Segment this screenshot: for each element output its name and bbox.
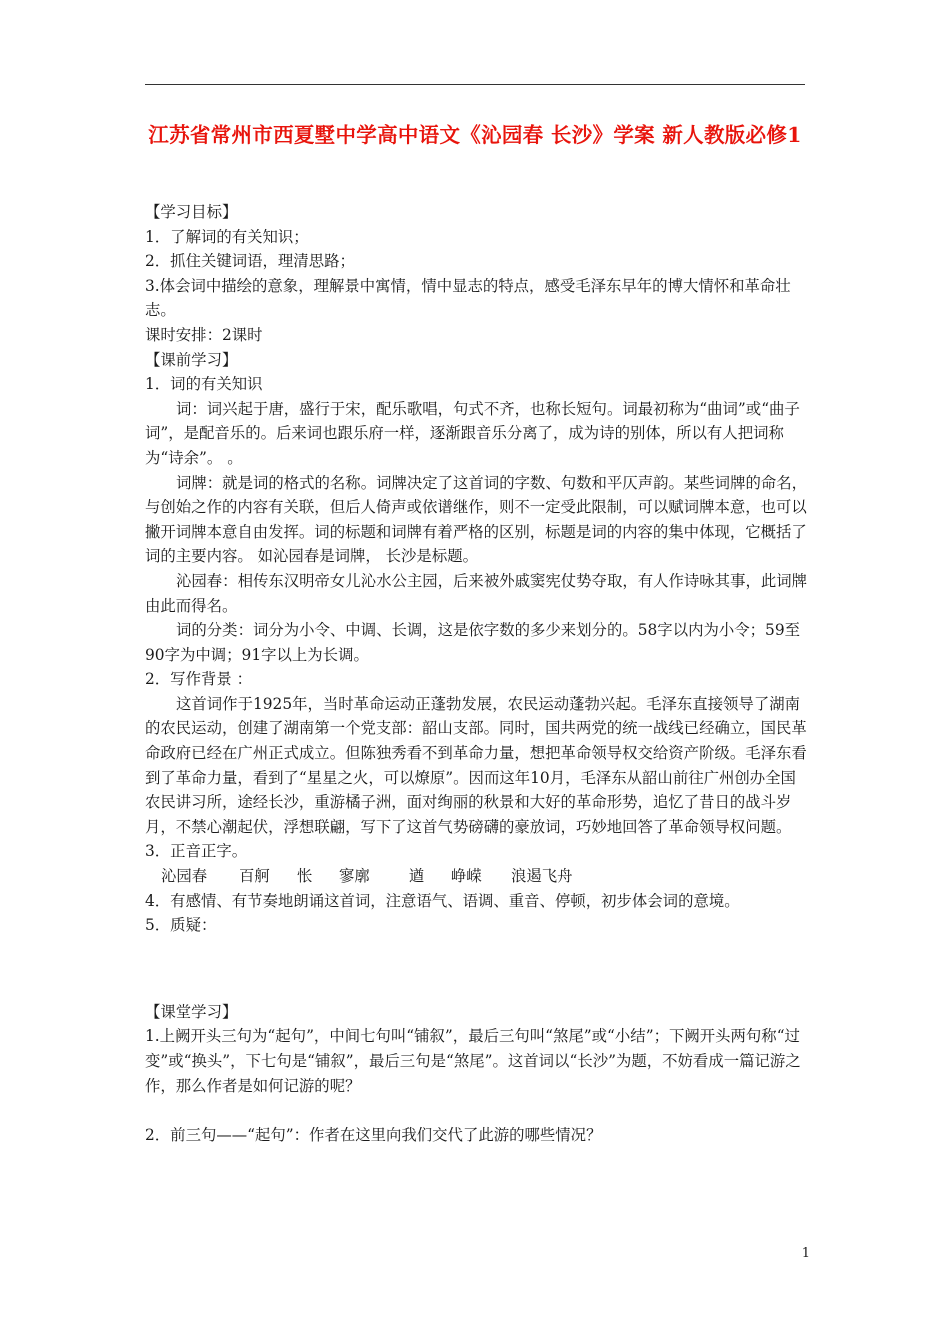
page-number: 1: [801, 1246, 810, 1261]
question-1: 1.上阙开头三句为“起句”，中间七句叫“铺叙”，最后三句叫“煞尾”或“小结”；下阙开头两句称“过变”或“换头”，下七句是“铺叙”，最后三句是“煞尾”。这首词以“长沙”为题，不妨看成一篇记游之作，那么作者是如何记游的呢？: [145, 1027, 801, 1095]
word-item: 浪遏飞舟: [511, 867, 573, 886]
section-2-heading: 2．写作背景 ：: [145, 670, 253, 689]
word-item: 怅: [297, 867, 313, 886]
word-item: 遒: [409, 867, 425, 886]
classification-paragraph: 词的分类：词分为小令、中调、长调，这是依字数的多少来划分的。58字以内为小令；59至90字为中调；91字以上为长调。: [145, 621, 801, 664]
section-5-line: 5．质疑：: [145, 916, 217, 935]
background-paragraph: 这首词作于1925年，当时革命运动正蓬勃发展，农民运动蓬勃兴起。毛泽东直接领导了湖南的农民运动，创建了湖南第一个党支部：韶山支部。同时，国共两党的统一战线已经确立，国民革命政府已经在广州正式成立。但陈独秀看不到革命力量，想把革命领导权交给资产阶级。毛泽东看到了革命力量，看到了“星星之火，可以燎原”。因而这年10月，毛泽东从韶山前往广州创办全国农民讲习所，途经长沙，重游橘子洲，面对绚丽的秋景和大好的革命形势，追忆了昔日的战斗岁月，不禁心潮起伏，浮想联翩，写下了这首气势磅礴的豪放词，巧妙地回答了革命领导权问题。: [145, 694, 807, 836]
answer-space: [145, 938, 811, 1000]
objective-item-2: 2．抓住关键词语，理清思路；: [145, 252, 355, 271]
pre-study-heading: 【课前学习】: [145, 350, 238, 369]
document-title: 江苏省常州市西夏墅中学高中语文《沁园春 长沙》学案 新人教版必修1: [148, 123, 802, 147]
objective-item-1: 1．了解词的有关知识；: [145, 227, 309, 246]
class-study-heading: 【课堂学习】: [145, 1002, 238, 1021]
question-2: 2．前三句——“起句”：作者在这里向我们交代了此游的哪些情况？: [145, 1125, 602, 1144]
word-item: 百舸: [239, 867, 270, 886]
qinyuanchun-paragraph: 沁园春：相传东汉明帝女儿沁水公主园，后来被外戚窦宪仗势夺取，有人作诗咏其事，此词牌由此而得名。: [145, 571, 808, 615]
word-item: 峥嵘: [451, 867, 482, 886]
pronunciation-words: [145, 864, 811, 889]
word-item: 沁园春: [161, 867, 208, 886]
document-body: [145, 200, 811, 1147]
ci-paragraph: 词：词兴起于唐，盛行于宋，配乐歌唱，句式不齐，也称长短句。词最初称为“曲词”或“曲子词”，是配音乐的。后来词也跟乐府一样，逐渐跟音乐分离了，成为诗的别体，所以有人把词称为“诗余”。 。: [145, 399, 800, 467]
section-4-line: 4．有感情、有节奏地朗诵这首词，注意语气、语调、重音、停顿，初步体会词的意境。: [145, 891, 740, 910]
word-item: 寥廓: [339, 867, 370, 886]
objectives-heading: 【学习目标】: [145, 203, 238, 221]
header-rule: [145, 84, 805, 85]
objective-item-3: 3.体会词中描绘的意象，理解景中寓情，情中显志的特点，感受毛泽东早年的博大情怀和革命壮志。: [145, 276, 791, 320]
section-3-heading: 3．正音正字。: [145, 842, 248, 861]
cipai-paragraph: 词牌：就是词的格式的名称。词牌决定了这首词的字数、句数和平仄声韵。某些词牌的命名，与创始之作的内容有关联，但后人倚声或依谱继作，则不一定受此限制，可以赋词牌本意，也可以撇开词牌本意自由发挥。词的标题和词牌有着严格的区别，标题是词的内容的集中体现，它概括了词的主要内容。 如沁园春是词牌， 长沙是标题。: [145, 473, 808, 566]
schedule-line: 课时安排：2课时: [145, 325, 263, 344]
answer-space: [145, 1098, 811, 1123]
section-1-heading: 1．词的有关知识: [145, 375, 263, 394]
